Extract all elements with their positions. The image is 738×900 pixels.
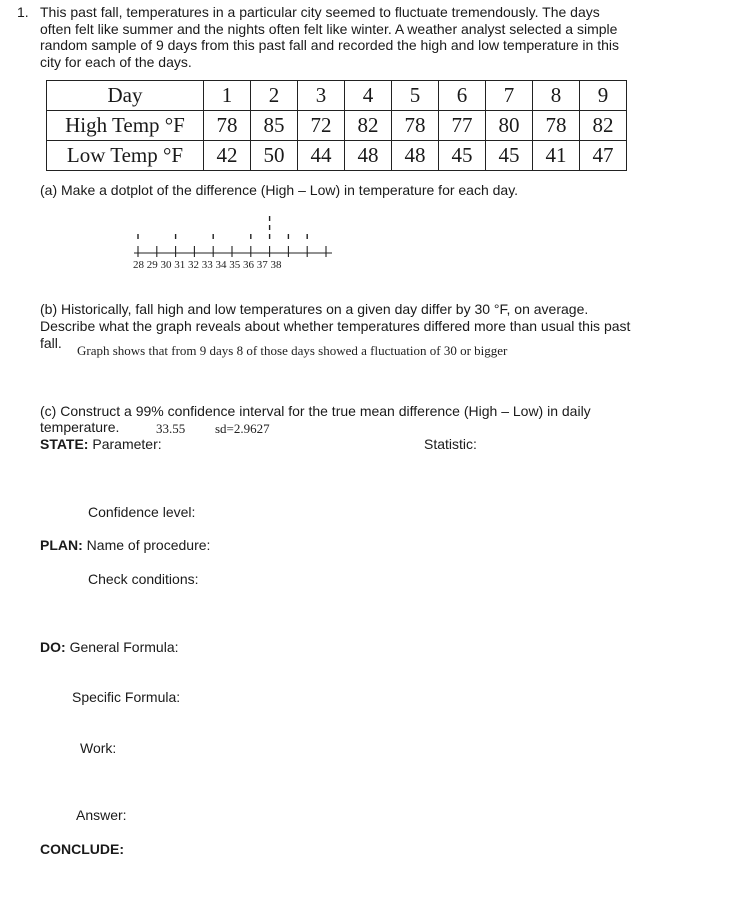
part-c-prompt: (c) Construct a 99% confidence interval for the true mean difference (High – Low) in daily [40,403,591,419]
part-c-prompt-2: temperature. [40,419,120,435]
table-cell: 8 [533,81,580,111]
statistic-label: Statistic: [424,436,477,452]
work-label: Work: [80,740,117,756]
table-cell: 48 [345,141,392,171]
table-cell: 4 [345,81,392,111]
question-number: 1. [17,4,29,20]
question-intro [40,4,680,70]
state-label: STATE: [40,436,89,452]
temperature-table [46,80,627,171]
table-cell: 50 [251,141,298,171]
table-row-high [47,111,627,141]
table-cell: 77 [439,111,486,141]
table-cell: 2 [251,81,298,111]
table-cell: 82 [345,111,392,141]
table-cell: 41 [533,141,580,171]
do-label: DO: [40,639,66,655]
table-cell: 45 [486,141,533,171]
table-cell: 78 [204,111,251,141]
table-row-low [47,141,627,171]
intro-line: This past fall, temperatures in a particular city seemed to fluctuate tremendously. The days [40,4,600,20]
table-cell: 7 [486,81,533,111]
row-header-high: High Temp °F [47,111,204,141]
table-cell: 72 [298,111,345,141]
table-cell: 1 [204,81,251,111]
part-a-prompt: (a) Make a dotplot of the difference (High – Low) in temperature for each day. [40,182,519,198]
part-b-line: (b) Historically, fall high and low temperatures on a given day differ by 30 °F, on average. [40,301,589,317]
part-b-fall: fall. [40,335,62,351]
table-cell: 47 [580,141,627,171]
procedure-label: Name of procedure: [86,537,211,553]
table-cell: 44 [298,141,345,171]
plan-section [40,537,210,553]
row-header-day: Day [47,81,204,111]
plan-label: PLAN: [40,537,83,553]
general-formula-label: General Formula: [69,639,179,655]
table-cell: 3 [298,81,345,111]
table-cell: 5 [392,81,439,111]
sd-note: sd=2.9627 [215,421,270,436]
part-b-answer: Graph shows that from 9 days 8 of those days showed a fluctuation of 30 or bigger [77,343,508,358]
table-cell: 48 [392,141,439,171]
part-b-prompt [40,301,680,334]
answer-label: Answer: [76,807,127,823]
dotplot-axis-labels: 28 29 30 31 32 33 34 35 36 37 38 [133,259,282,271]
mean-note: 33.55 [156,421,186,436]
conclude-label: CONCLUDE: [40,841,124,857]
table-cell: 6 [439,81,486,111]
table-cell: 80 [486,111,533,141]
intro-line: random sample of 9 days from this past fall and recorded the high and low temperature in this [40,37,619,53]
confidence-level-label: Confidence level: [88,504,196,520]
do-section [40,639,179,655]
intro-line: often felt like summer and the nights often felt like winter. A weather analyst selected a simple [40,20,618,37]
intro-line: city for each of the days. [40,53,192,70]
parameter-label: Parameter: [92,436,162,452]
table-cell: 42 [204,141,251,171]
table-cell: 85 [251,111,298,141]
table-cell: 78 [533,111,580,141]
table-row-day [47,81,627,111]
table-cell: 45 [439,141,486,171]
part-b-line: Describe what the graph reveals about whether temperatures differed more than usual this past [40,317,631,334]
row-header-low: Low Temp °F [47,141,204,171]
table-cell: 9 [580,81,627,111]
conditions-label: Check conditions: [88,571,199,587]
state-section [40,436,162,452]
specific-formula-label: Specific Formula: [72,689,181,705]
dotplot [120,195,350,275]
table-cell: 82 [580,111,627,141]
table-cell: 78 [392,111,439,141]
